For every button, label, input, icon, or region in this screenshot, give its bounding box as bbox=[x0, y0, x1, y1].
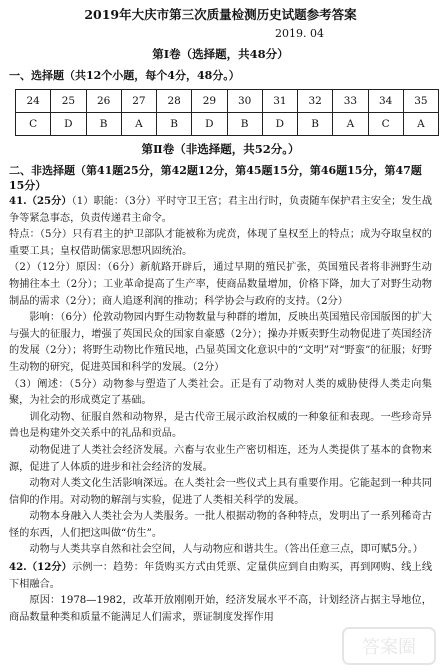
part1-title: 第Ⅰ卷（选择题，共48分） bbox=[152, 47, 289, 61]
question-number: 32 bbox=[298, 90, 333, 113]
answer-number-row bbox=[16, 90, 439, 113]
answer-letter: D bbox=[192, 113, 227, 136]
q41-para-3: （2）（12分）原因：（6分）新航路开辟后，通过早期的殖民扩张，英国殖民者将非洲野生动物捕往本土（2分）；工业革命提高了生产率，使商品数量增加，价格下降，加大了对野生动物制品的需求（2分）；商人追逐利润的推动；科学协会与政府的支持。（2分） bbox=[9, 262, 432, 307]
q41-para-1 bbox=[9, 193, 432, 227]
section1-title: 一、选择题（共12个小题，每个4分，48分。） bbox=[9, 69, 240, 82]
q41-para-10: 动物与人类共享自然和社会空间，人与动物应和谐共生。（答出任意三点，即可赋5分。） bbox=[29, 544, 423, 556]
watermark-stamp-icon bbox=[341, 626, 437, 666]
q42-heading: 42.（12分） bbox=[9, 561, 72, 574]
doc-date: 2019. 04 bbox=[275, 27, 324, 40]
answer-letter: C bbox=[368, 113, 403, 136]
question-number: 26 bbox=[86, 90, 121, 113]
answer-letter: B bbox=[227, 113, 262, 136]
question-number: 30 bbox=[227, 90, 262, 113]
q42-text: 示例一：趋势：年货购买方式由凭票、定量供应到自由购买，再到网购、线上线下相融合。 bbox=[9, 562, 433, 590]
q42-para-1 bbox=[9, 559, 432, 593]
q41-text: （1）职能：（3分）平时守卫王宫；君主出行时，负责随车保护君主安全；发生战争等紧急事态，负责传递君主命令。 bbox=[9, 196, 433, 224]
watermark-text: 答案圈 bbox=[362, 637, 416, 658]
doc-title: 2019年大庆市第三次质量检测历史试题参考答案 bbox=[84, 7, 357, 22]
question-number: 25 bbox=[51, 90, 86, 113]
answer-letter: B bbox=[86, 113, 121, 136]
answer-table bbox=[15, 89, 439, 136]
answer-letter: A bbox=[333, 113, 368, 136]
question-number: 28 bbox=[157, 90, 192, 113]
q42-para-2: 原因：1978—1982，改革开放刚刚开始，经济发展水平不高，计划经济占据主导地位，商品数量种类和质量不能满足人们需求，票证制度发挥作用 bbox=[9, 595, 432, 623]
question-number: 34 bbox=[368, 90, 403, 113]
answer-letter: D bbox=[51, 113, 86, 136]
q41-para-7: 动物促进了人类社会经济发展。六畜与农业生产密切相连，还为人类提供了基本的食物来源，促进了人体质的进步和社会经济的发展。 bbox=[9, 444, 432, 473]
answer-letter: A bbox=[121, 113, 156, 136]
q41-para-5: （3）阐述：（5分）动物参与塑造了人类社会。正是有了动物对人类的威胁使得人类走向集聚，为社会的形成奠定了基础。 bbox=[9, 378, 432, 407]
answer-letter: B bbox=[157, 113, 192, 136]
q41-para-8: 动物对人类文化生活影响深远。在人类社会一些仪式上具有重要作用。它能起到一种共同信仰的作用。对动物的解剖与实验，促进了人类相关科学的发展。 bbox=[9, 478, 432, 506]
question-number: 33 bbox=[333, 90, 368, 113]
q41-para-4: 影响：（6分）伦敦动物园内野生动物数量与种群的增加，反映出英国殖民帝国版图的扩大与强大的征服力，增强了英国民众的国家自豪感（2分）；操办并贩卖野生动物促进了英国经济的发展（2分）；将野生动物比作殖民地，凸显英国文化意识中的“文明”对“野蛮”的征服；好野生动物的研究，促进英国和科学的发展。（2分） bbox=[9, 312, 432, 373]
question-number: 35 bbox=[403, 90, 438, 113]
q41-heading: 41.（25分） bbox=[9, 195, 72, 207]
answer-letter: C bbox=[16, 113, 51, 136]
answer-letter: D bbox=[262, 113, 297, 136]
question-number: 24 bbox=[16, 90, 51, 113]
answer-letter-row bbox=[16, 113, 439, 136]
q41-para-6: 训化动物、征服自然和动物界，是古代帝王展示政治权威的一种象征和表现。一些珍奇异兽也是构建外交关系中的礼品和贡品。 bbox=[9, 411, 432, 440]
q41-para-9: 动物本身融入人类社会为人类服务。一批人根据动物的各种特点，发明出了一系列稀奇古怪的东西，人们把这叫做“仿生”。 bbox=[9, 511, 432, 539]
section2-title: 二、非选择题（第41题25分，第42题12分，第45题15分，第46题15分，第47题15分） bbox=[9, 164, 422, 192]
question-number: 27 bbox=[121, 90, 156, 113]
q41-para-2: 特点：（5分）只有君主的护卫部队才能被称为虎贲，体现了皇权至上的特点；成为夺取皇权的重要工具；皇权借助儒家思想巩固统治。 bbox=[9, 229, 432, 257]
answer-letter: B bbox=[298, 113, 333, 136]
question-number: 31 bbox=[262, 90, 297, 113]
question-number: 29 bbox=[192, 90, 227, 113]
answer-letter: A bbox=[403, 113, 438, 136]
part2-title: 第Ⅱ卷（非选择题，共52分。） bbox=[141, 142, 300, 156]
